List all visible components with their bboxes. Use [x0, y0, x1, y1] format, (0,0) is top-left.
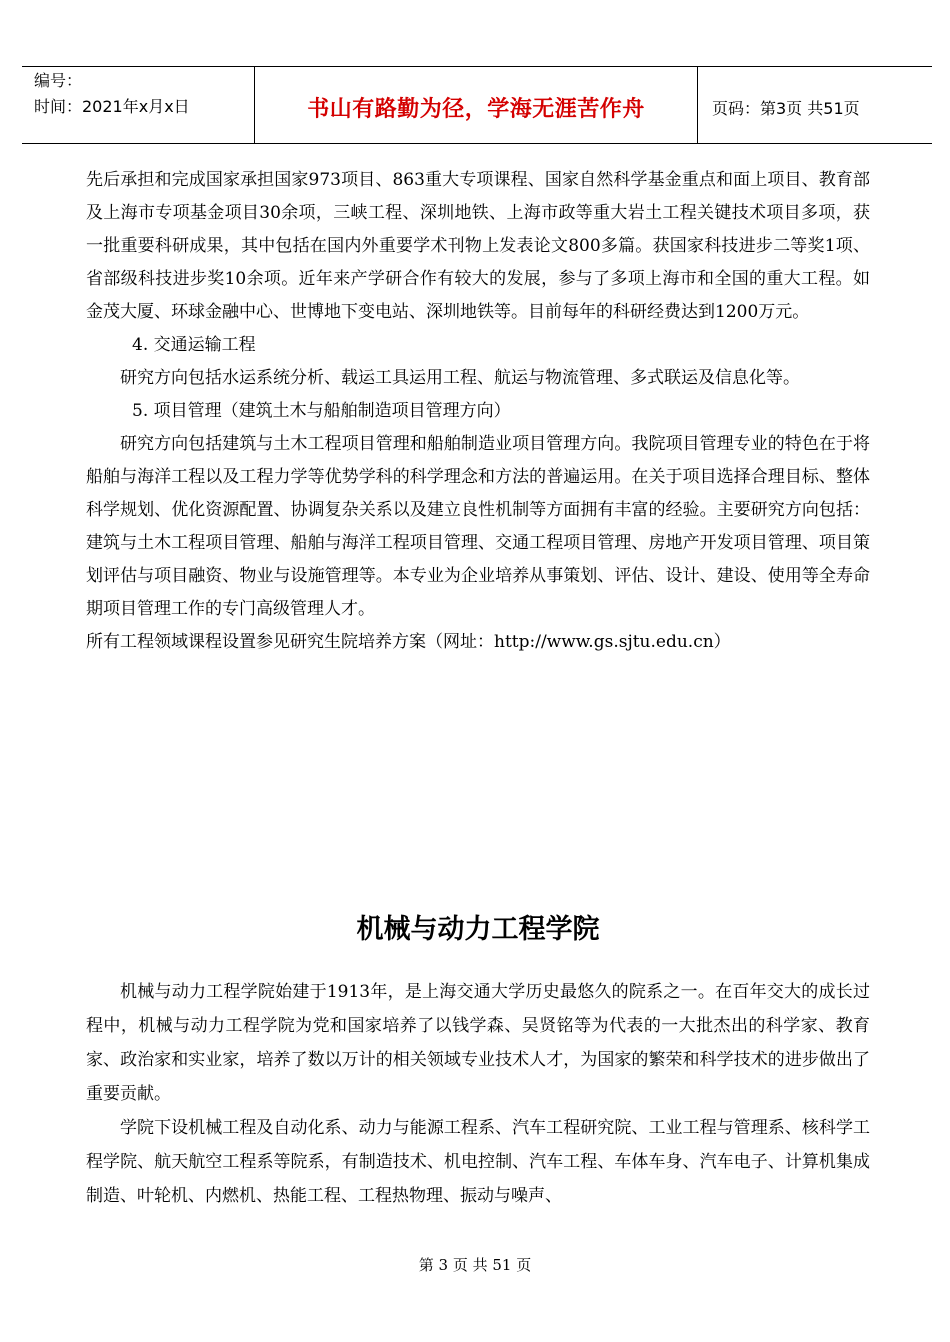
header-time-label: 时间：2021年x月x日: [34, 97, 190, 116]
section-civil-engineering: [86, 164, 870, 659]
header-slogan: 书山有路勤为径，学海无涯苦作舟: [307, 96, 645, 122]
section-mechanical-power: [86, 975, 870, 1213]
page-header: [22, 66, 932, 144]
header-page-label: 页码：第3页 共51页: [712, 98, 860, 118]
header-meta: [34, 67, 254, 144]
header-number-label: 编号：: [34, 71, 83, 90]
paragraph-school-departments: 学院下设机械工程及自动化系、动力与能源工程系、汽车工程研究院、工业工程与管理系、核科学工程学院、航天航空工程系等院系，有制造技术、机电控制、汽车工程、车体车身、汽车电子、计算机集成制造、叶轮机、内燃机、热能工程、工程热物理、振动与噪声、: [86, 1118, 870, 1206]
heading-project-management: 5. 项目管理（建筑土木与船舶制造项目管理方向）: [132, 401, 511, 421]
section-title-mechanical-power: 机械与动力工程学院: [356, 914, 600, 945]
note-course-settings: 所有工程领域课程设置参见研究生院培养方案（网址：http://www.gs.sjtu.edu.cn）: [86, 632, 731, 652]
page-footer: 第 3 页 共 51 页: [418, 1256, 532, 1274]
paragraph-research-achievements: 先后承担和完成国家承担国家973项目、863重大专项课程、国家自然科学基金重点和面上项目、教育部及上海市专项基金项目30余项，三峡工程、深圳地铁、上海市政等重大岩土工程关键技术项目多项，获一批重要科研成果，其中包括在国内外重要学术刊物上发表论文800多篇。获国家科技进步二等奖1项、省部级科技进步奖10余项。近年来产学研合作有较大的发展，参与了多项上海市和全国的重大工程。如金茂大厦、环球金融中心、世博地下变电站、深圳地铁等。目前每年的科研经费达到1200万元。: [86, 170, 870, 322]
heading-transportation-engineering: 4. 交通运输工程: [132, 335, 256, 355]
paragraph-school-history: 机械与动力工程学院始建于1913年，是上海交通大学历史最悠久的院系之一。在百年交大的成长过程中，机械与动力工程学院为党和国家培养了以钱学森、吴贤铭等为代表的一大批杰出的科学家、教育家、政治家和实业家，培养了数以万计的相关领域专业技术人才，为国家的繁荣和科学技术的进步做出了重要贡献。: [86, 982, 870, 1104]
header-divider-right: [697, 67, 698, 143]
paragraph-project-management: 研究方向包括建筑与土木工程项目管理和船舶制造业项目管理方向。我院项目管理专业的特色在于将船舶与海洋工程以及工程力学等优势学科的科学理念和方法的普遍运用。在关于项目选择合理目标、整体科学规划、优化资源配置、协调复杂关系以及建立良性机制等方面拥有丰富的经验。主要研究方向包括：建筑与土木工程项目管理、船舶与海洋工程项目管理、交通工程项目管理、房地产开发项目管理、项目策划评估与项目融资、物业与设施管理等。本专业为企业培养从事策划、评估、设计、建设、使用等全寿命期项目管理工作的专门高级管理人才。: [86, 434, 870, 619]
paragraph-transportation: 研究方向包括水运系统分析、载运工具运用工程、航运与物流管理、多式联运及信息化等。: [120, 368, 800, 388]
